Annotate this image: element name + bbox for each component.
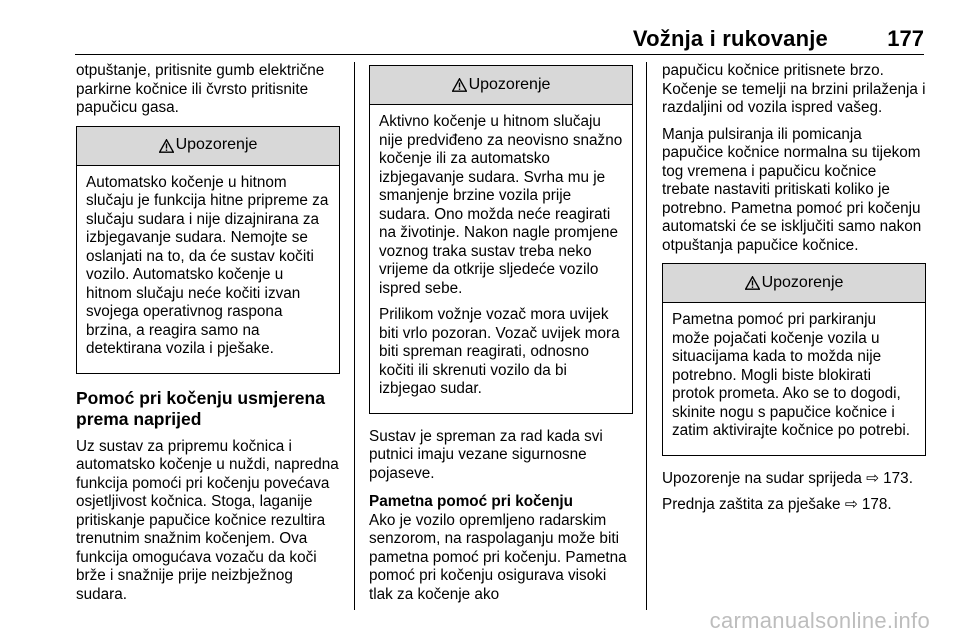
- column-1: [76, 62, 340, 612]
- warning-triangle-icon: [745, 276, 760, 290]
- cross-reference-collision-warning[interactable]: [662, 470, 926, 489]
- warning-label: Upozorenje: [761, 273, 844, 291]
- page-number: 177: [887, 26, 924, 51]
- column-divider-2: [646, 62, 647, 610]
- reference-text: Prednja zaštita za pješake: [662, 496, 845, 513]
- watermark: carmanualsonline.info: [709, 608, 930, 633]
- ready-paragraph: Sustav je spreman za rad kada svi putnici imaju vezane sigurnosne pojaseve.: [369, 427, 603, 482]
- warning-text: Pametna pomoć pri parkiranju može pojačati kočenje vozila u situacijama kada to možda nije potrebno. Mogli biste blokirati protok prometa. Ako se to dogodi, skinite nogu s papučice kočnice i zatim aktivirajte kočnice po potrebi.: [672, 311, 911, 439]
- intro-paragraph: otpuštanje, pritisnite gumb električne parkirne kočnice ili čvrsto pritisnite papučicu gasa.: [76, 62, 325, 116]
- warning-text-1: Aktivno kočenje u hitnom slučaju nije predviđeno za neovisno snažno kočenje ili za automatsko izbjegavanje sudara. Svrha mu je smanjenje brzine vozila prije sudara. Ono možda neće reagirati na životinje. Nakon nagle promjene voznog traka sustav treba neko vrijeme da otkrije sljedeće vozilo ispred sebe.: [379, 113, 623, 297]
- warning-box-active-braking: [369, 65, 633, 414]
- reference-text: Upozorenje na sudar sprijeda: [662, 469, 867, 487]
- column-2: [369, 62, 633, 612]
- warning-header: [663, 264, 925, 303]
- warning-triangle-icon: [452, 78, 467, 92]
- warning-box-emergency-braking: [76, 126, 340, 374]
- cross-reference-pedestrian-protection[interactable]: [662, 496, 926, 515]
- warning-label: Upozorenje: [175, 136, 258, 154]
- section-body: Uz sustav za pripremu kočnica i automatsko kočenje u nuždi, napredna funkcija pomoći pri kočenju povećava osjetljivost kočnica. Stoga, laganije pritiskanje papučice kočnice rezultira trenutnim snažnim kočenjem. Ova funkcija omogućava vozaču da koči brže i snažnije prije neizbježnog sudara.: [76, 437, 339, 603]
- warning-body: [663, 303, 925, 455]
- subheading-smart-brake-assist: Pametna pomoć pri kočenju: [369, 493, 574, 510]
- paragraph-1: papučicu kočnice pritisnete brzo. Kočenje se temelji na brzini prilaženja i razdaljini od vozila ispred vašeg.: [662, 62, 926, 116]
- reference-page: 173.: [878, 469, 913, 487]
- reference-arrow-icon: ⇨: [866, 469, 879, 487]
- column-3: [662, 62, 926, 523]
- warning-header: [370, 66, 632, 105]
- paragraph-2: Manja pulsiranja ili pomicanja papučice kočnice normalna su tijekom tog vremena i papučicu kočnice trebate nastaviti pritiskati koliko je potrebno. Pametna pomoć pri kočenju automatski će se isključiti samo nakon otpuštanja papučice kočnice.: [662, 125, 922, 254]
- section-heading-forward-brake-assist: Pomoć pri kočenju usmjerena prema naprijed: [76, 387, 325, 429]
- warning-triangle-icon: [159, 139, 174, 153]
- reference-page: 178.: [857, 496, 892, 513]
- warning-box-smart-park-assist: [662, 263, 926, 456]
- header-divider: [75, 54, 924, 55]
- warning-label: Upozorenje: [468, 75, 551, 93]
- warning-text: Automatsko kočenje u hitnom slučaju je funkcija hitne pripreme za slučaju sudara i nije dizajnirana za izbjegavanje sudara. Nemojte se oslanjati na to, da će sustav kočiti vozilo. Automatsko kočenje u hitnom slučaju neće kočiti izvan svojega operativnog raspona brzina, a reagira samo na detektirana vozila i pješake.: [86, 173, 329, 357]
- warning-body: [77, 166, 339, 373]
- reference-arrow-icon: ⇨: [844, 496, 858, 513]
- warning-header: [77, 127, 339, 166]
- column-divider-1: [354, 62, 355, 610]
- warning-body: [370, 105, 632, 413]
- warning-text-2: Prilikom vožnje vozač mora uvijek biti vrlo pozoran. Vozač uvijek mora biti spreman reagirati, odnosno kočiti ili skrenuti vozilo da bi izbjegao sudar.: [379, 306, 620, 397]
- page-header-title: Vožnja i rukovanje: [632, 26, 828, 51]
- smart-brake-body: Ako je vozilo opremljeno radarskim senzorom, na raspolaganju može biti pametna pomoć pri kočenju. Pametna pomoć pri kočenju osigurava visoki tlak za kočenje ako: [369, 511, 627, 603]
